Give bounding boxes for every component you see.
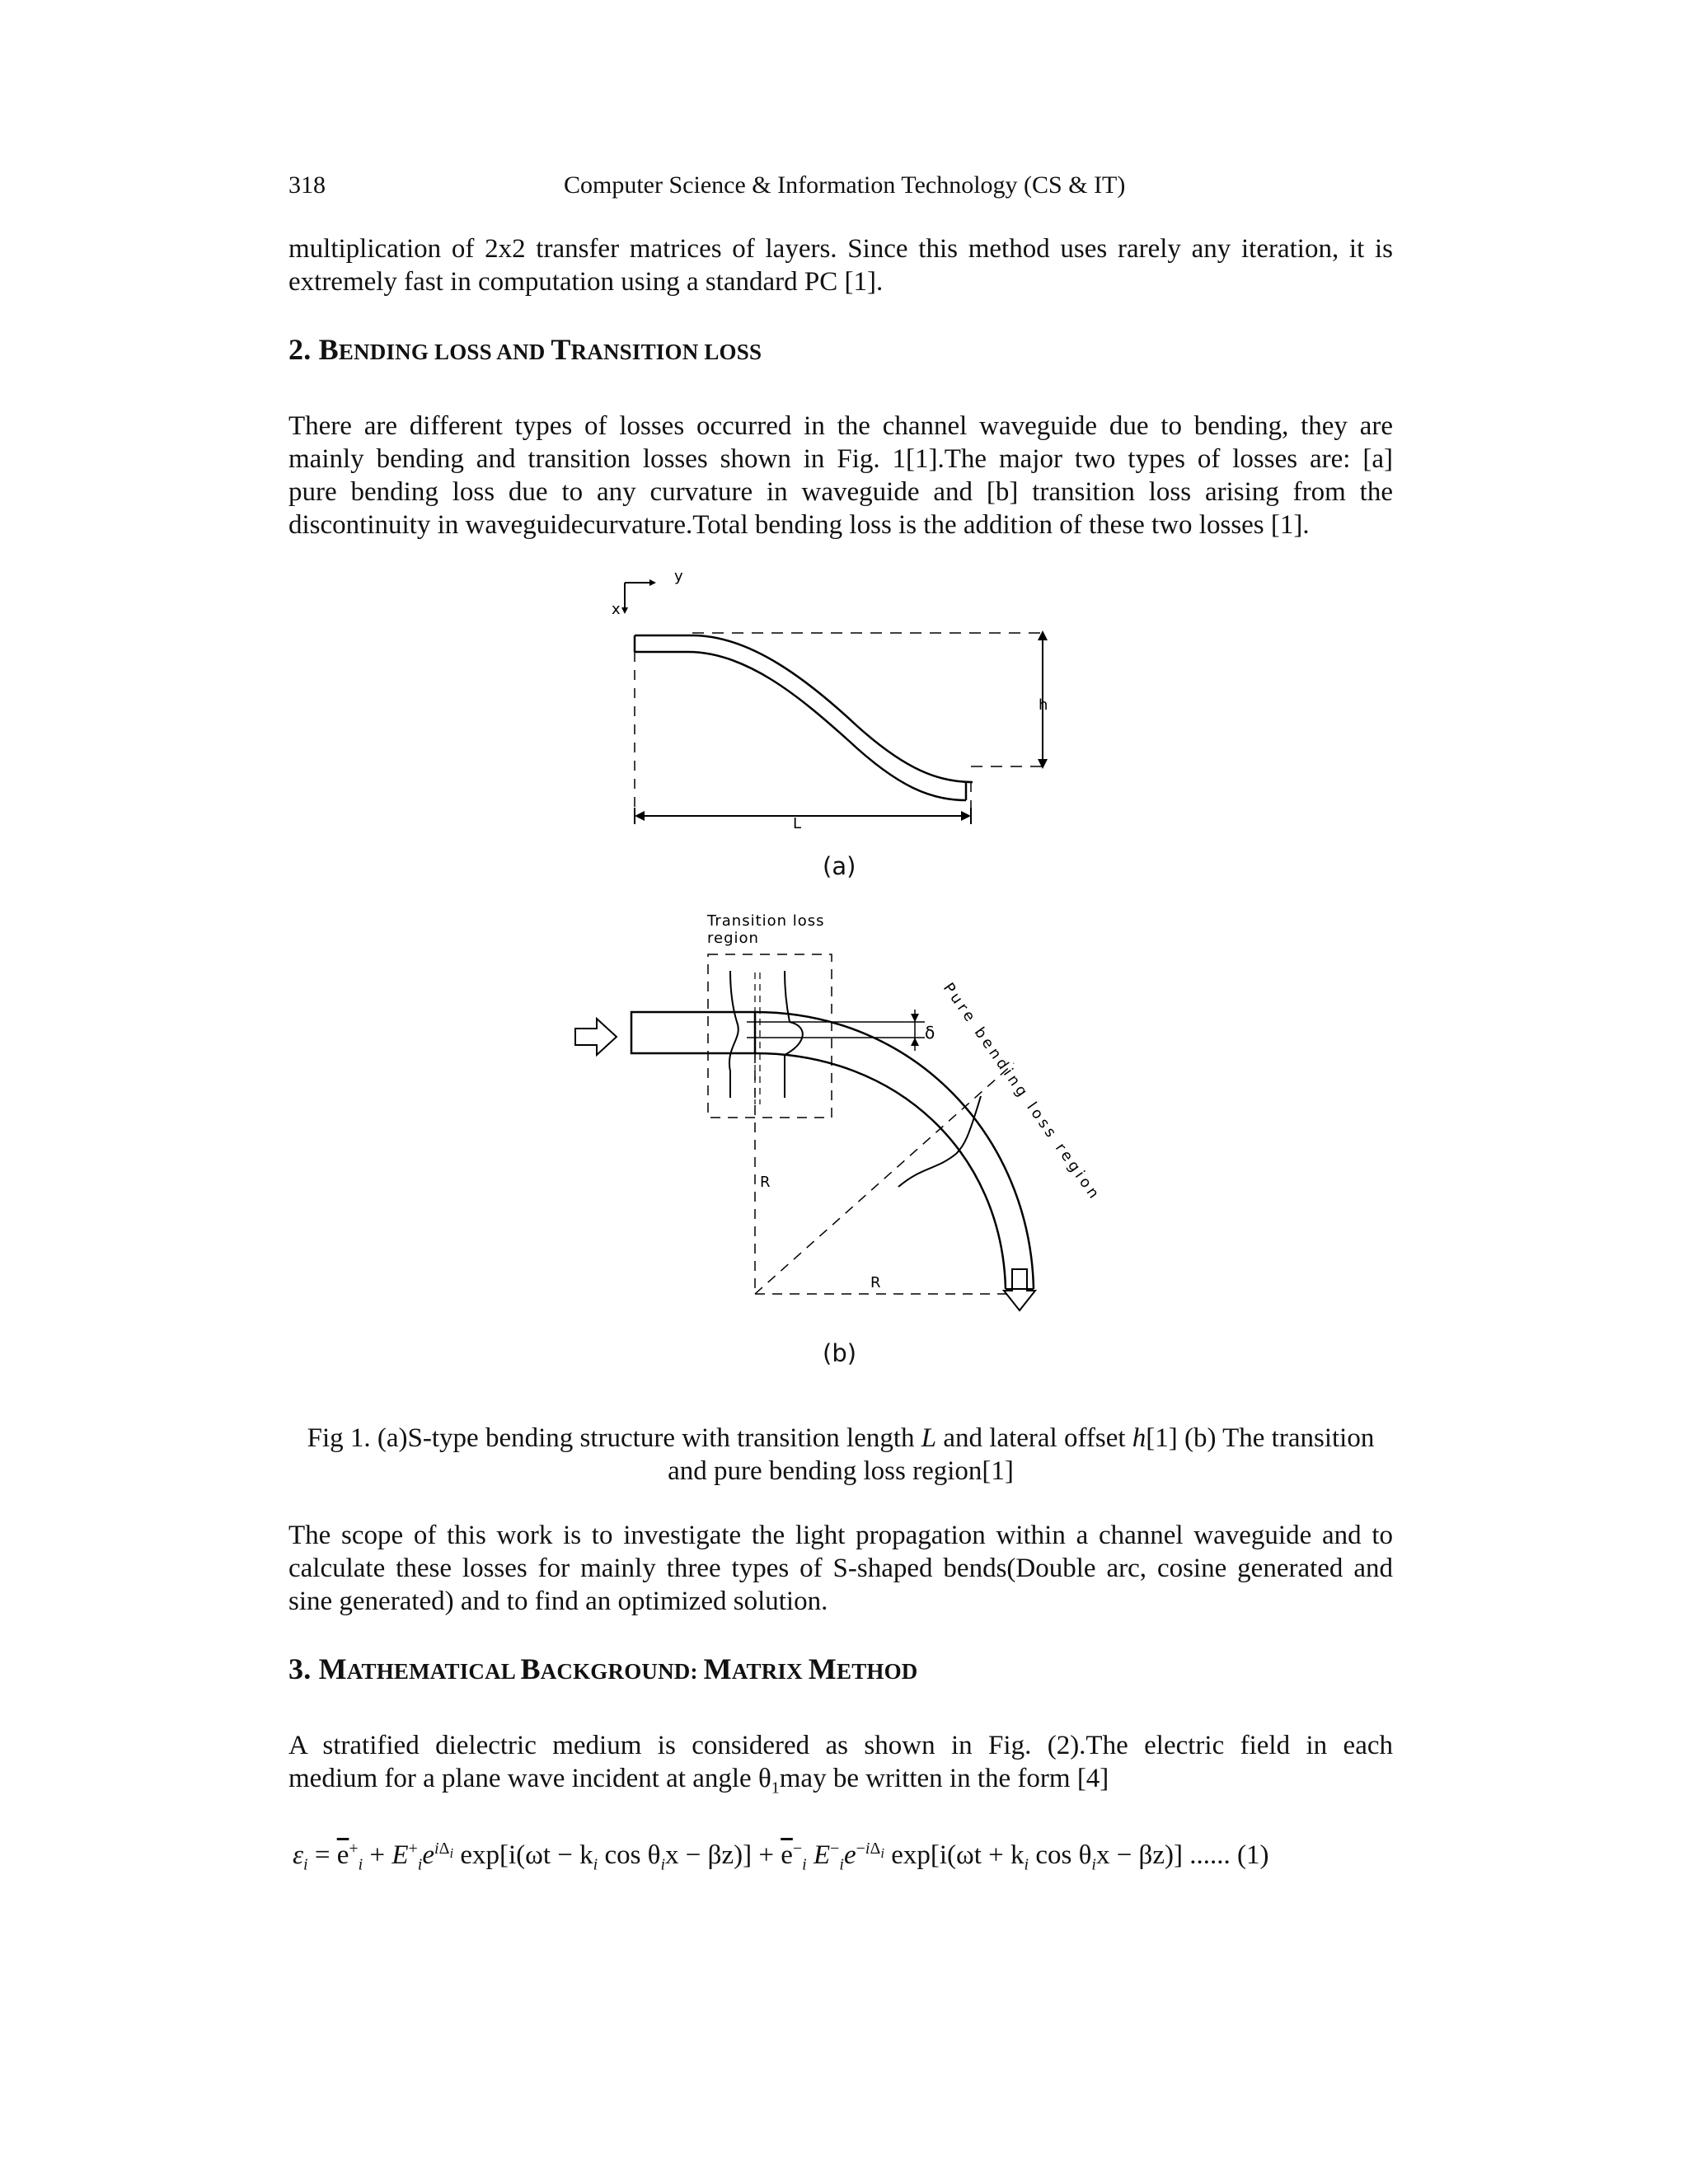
section-2-line-2: mainly bending and transition losses shown in Fig. 1[1].The major two types of losses are: [a] — [288, 444, 1393, 474]
figure-b-bend-regions — [569, 907, 1129, 1335]
transition-region-label-2: region — [707, 930, 759, 947]
scope-line-2: calculate these losses for mainly three types of S-shaped bends(Double arc, cosine generated and — [288, 1554, 1393, 1583]
scope-paragraph — [288, 1519, 1393, 1618]
section-2-line-1: There are different types of losses occurred in the channel waveguide due to bending, they are — [288, 411, 1393, 441]
axis-y-label: y — [674, 568, 683, 585]
section-2-line-3: pure bending loss due to any curvature in waveguide and [b] transition loss arising from the — [288, 477, 1393, 507]
L-label: L — [793, 815, 802, 832]
scope-line-3: sine generated) and to find an optimized solution. — [288, 1586, 828, 1616]
section-3-line-1: A stratified dielectric medium is considered as shown in Fig. (2).The electric field in each — [288, 1731, 1393, 1760]
scope-line-1: The scope of this work is to investigate the light propagation within a channel waveguide and to — [288, 1521, 1393, 1550]
section-3-paragraph — [288, 1729, 1393, 1805]
section-2-line-4: discontinuity in waveguidecurvature.Total bending loss is the addition of these two losses [1]. — [288, 510, 1310, 540]
running-header: Computer Science & Information Technology (CS & IT) — [564, 171, 1126, 199]
h-label: h — [1039, 696, 1048, 714]
intro-line-2: extremely fast in computation using a standard PC [1]. — [288, 267, 884, 297]
section-2-paragraph — [288, 410, 1393, 541]
R-horizontal-label: R — [870, 1274, 881, 1291]
section-3-line-2: medium for a plane wave incident at angle $\theta_1may$ be written in the form [4] — [288, 1764, 1109, 1797]
transition-region-label-1: Transition loss — [707, 912, 825, 930]
intro-paragraph — [288, 232, 1393, 298]
figure-a-s-bend — [610, 565, 1071, 886]
equation-1: $\varepsilon_i = \overline{e}^+_i + E^+_ie^{i\Delta_i}$ $\exp[i(\omega t - k_i$ $\cos \theta_ix - \beta z)] + \overline{e}^-_i$ $E^-_ie^{-i\Delta_i}$ $\exp[i(\omega t + k_i$ $\cos \theta_ix - \beta z$)] ...... (1) — [293, 1840, 1269, 1874]
figure-b-label: (b) — [823, 1339, 857, 1367]
equation-number: (1) — [1236, 1840, 1269, 1870]
delta-label: δ — [925, 1023, 935, 1043]
page-number: 318 — [288, 171, 326, 199]
axis-x-label: x — [612, 601, 621, 618]
figure-caption: Fig 1. (a)S-type bending structure with transition length L and lateral offset h[1] (b) The transition and pure bending loss region[1] — [307, 1423, 1375, 1486]
section-2-heading: 2. BENDING LOSS AND TRANSITION LOSS — [288, 333, 762, 366]
figure-a-label: (a) — [823, 852, 856, 880]
pure-bending-region-label: Pure bending loss region — [939, 979, 1104, 1205]
section-3-heading: 3. MATHEMATICAL BACKGROUND: MATRIX METHOD — [288, 1652, 918, 1685]
intro-line-1: multiplication of 2x2 transfer matrices of layers. Since this method uses rarely any iteration, it is — [288, 234, 1393, 264]
R-vertical-label: R — [760, 1174, 771, 1191]
